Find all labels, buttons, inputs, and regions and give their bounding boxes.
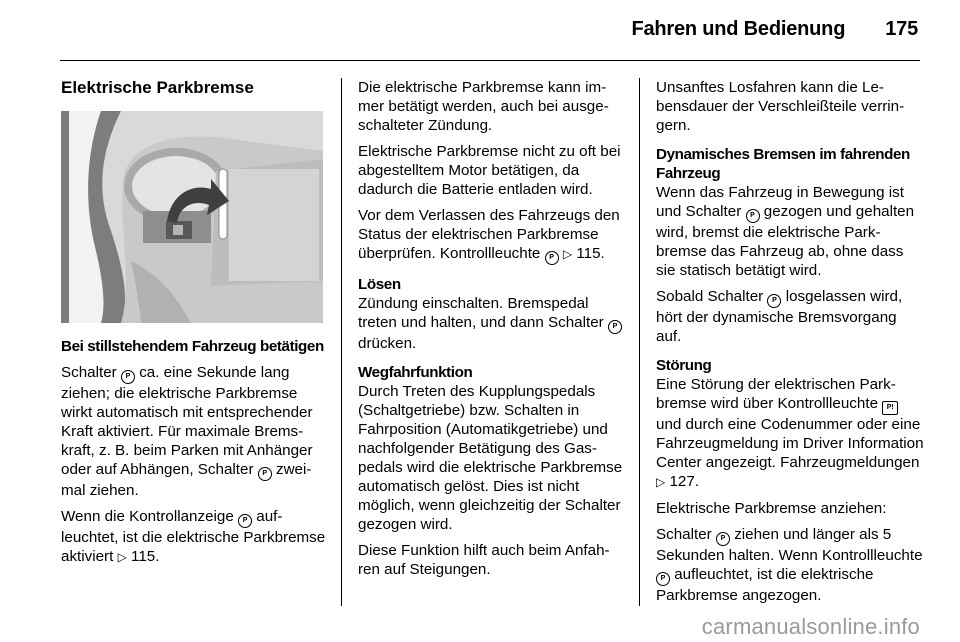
column-divider-2 — [639, 78, 640, 606]
reference-arrow-icon: ▷ — [117, 550, 127, 564]
paragraph: Zündung einschalten. Bremspedal treten und halten, und dann Schalter P drücken. — [358, 294, 626, 353]
paragraph: Eine Störung der elektrischen Parkbremse wird über Kontrollleuchte P! und durch eine Codenummer oder eine Fahrzeugmeldung im Driver Information Center angezeigt. Fahrzeugmeldungen ▷ 127. — [656, 376, 924, 490]
paragraph: Wenn die Kontrollanzeige P aufleuchtet, ist die elektrische Parkbremse aktiviert ▷ 115. — [61, 508, 326, 565]
column-1 — [61, 78, 326, 574]
paragraph: Elektrische Parkbremse nicht zu oft bei abgestelltem Motor betätigen, da dadurch die Batterie entladen wird. — [358, 143, 621, 198]
subheading-release: Lösen — [358, 276, 401, 293]
paragraph: Durch Treten des Kupplungspedals (Schaltgetriebe) bzw. Schalten in Fahrposition (Automatikgetriebe) und nachfolgender Betätigung des Gaspedals wird die elektrische Parkbremse automatisch gelöst. Dies ist nicht möglich, wenn gleichzeitig der Schalter gezogen wird. — [358, 383, 623, 533]
paragraph: Schalter P ca. eine Sekunde lang ziehen; die elektrische Parkbremse wirkt automatisch mit entsprechender Kraft aktiviert. Für maximale Bremskraft, z. B. beim Parken mit Anhänger oder auf Abhängen, Schalter P zweimal ziehen. — [61, 364, 313, 499]
subheading-drive-away: Wegfahrfunktion — [358, 364, 473, 381]
paragraph: Schalter P ziehen und länger als 5 Sekunden halten. Wenn Kontrollleuchte P aufleuchtet, ist die elektrische Parkbremse angezogen. — [656, 526, 923, 604]
subheading-engage: Bei stillstehendem Fahrzeug betätigen — [61, 338, 324, 355]
paragraph: Elektrische Parkbremse anziehen: — [656, 500, 887, 517]
parking-brake-icon: P — [121, 370, 135, 384]
page-reference-link[interactable]: 127. — [669, 473, 700, 490]
paragraph: Unsanftes Losfahren kann die Lebensdauer der Verschleißteile verringern. — [656, 79, 905, 134]
reference-arrow-icon: ▷ — [656, 475, 666, 489]
subheading-fault: Störung — [656, 357, 712, 374]
paragraph: Vor dem Verlassen des Fahrzeugs den Status der elektrischen Parkbremse überprüfen. Kontrollleuchte P ▷ 115. — [358, 206, 626, 265]
parking-brake-icon: P — [238, 514, 252, 528]
parking-brake-icon: P — [258, 467, 272, 481]
parking-brake-switch-illustration — [61, 111, 323, 323]
parking-brake-icon: P — [656, 572, 670, 586]
parking-brake-icon: P — [545, 251, 559, 265]
reference-arrow-icon: ▷ — [562, 247, 573, 261]
page-reference-link[interactable]: 115. — [576, 245, 605, 262]
paragraph: Sobald Schalter P losgelassen wird, hört der dynamische Bremsvorgang auf. — [656, 288, 903, 345]
header-rule — [60, 60, 920, 61]
page-header — [631, 18, 918, 41]
paragraph: Diese Funktion hilft auch beim Anfahren auf Steigungen. — [358, 542, 610, 578]
section-title: Fahren und Bedienung — [631, 18, 846, 40]
parking-brake-icon: P — [608, 320, 622, 334]
column-3 — [656, 78, 926, 612]
subheading-dynamic-braking: Dynamisches Bremsen im fahrenden Fahrzeug — [656, 146, 910, 182]
parking-brake-fault-icon: P! — [882, 401, 898, 415]
watermark: carmanualsonline.info — [701, 614, 920, 639]
parking-brake-icon: P — [746, 209, 760, 223]
paragraph: Die elektrische Parkbremse kann immer betätigt werden, auch bei ausgeschalteter Zündung. — [358, 79, 609, 134]
column-2 — [358, 78, 626, 586]
page-reference-link[interactable]: 115. — [131, 548, 160, 565]
section-heading: Elektrische Parkbremse — [61, 78, 254, 97]
parking-brake-icon: P — [716, 532, 730, 546]
paragraph: Wenn das Fahrzeug in Bewegung ist und Schalter P gezogen und gehalten wird, bremst die elektrische Parkbremse das Fahrzeug ab, ohne dass sie statisch betätigt wird. — [656, 184, 915, 279]
parking-brake-icon: P — [767, 294, 781, 308]
column-divider-1 — [341, 78, 342, 606]
page-number: 175 — [885, 18, 918, 40]
